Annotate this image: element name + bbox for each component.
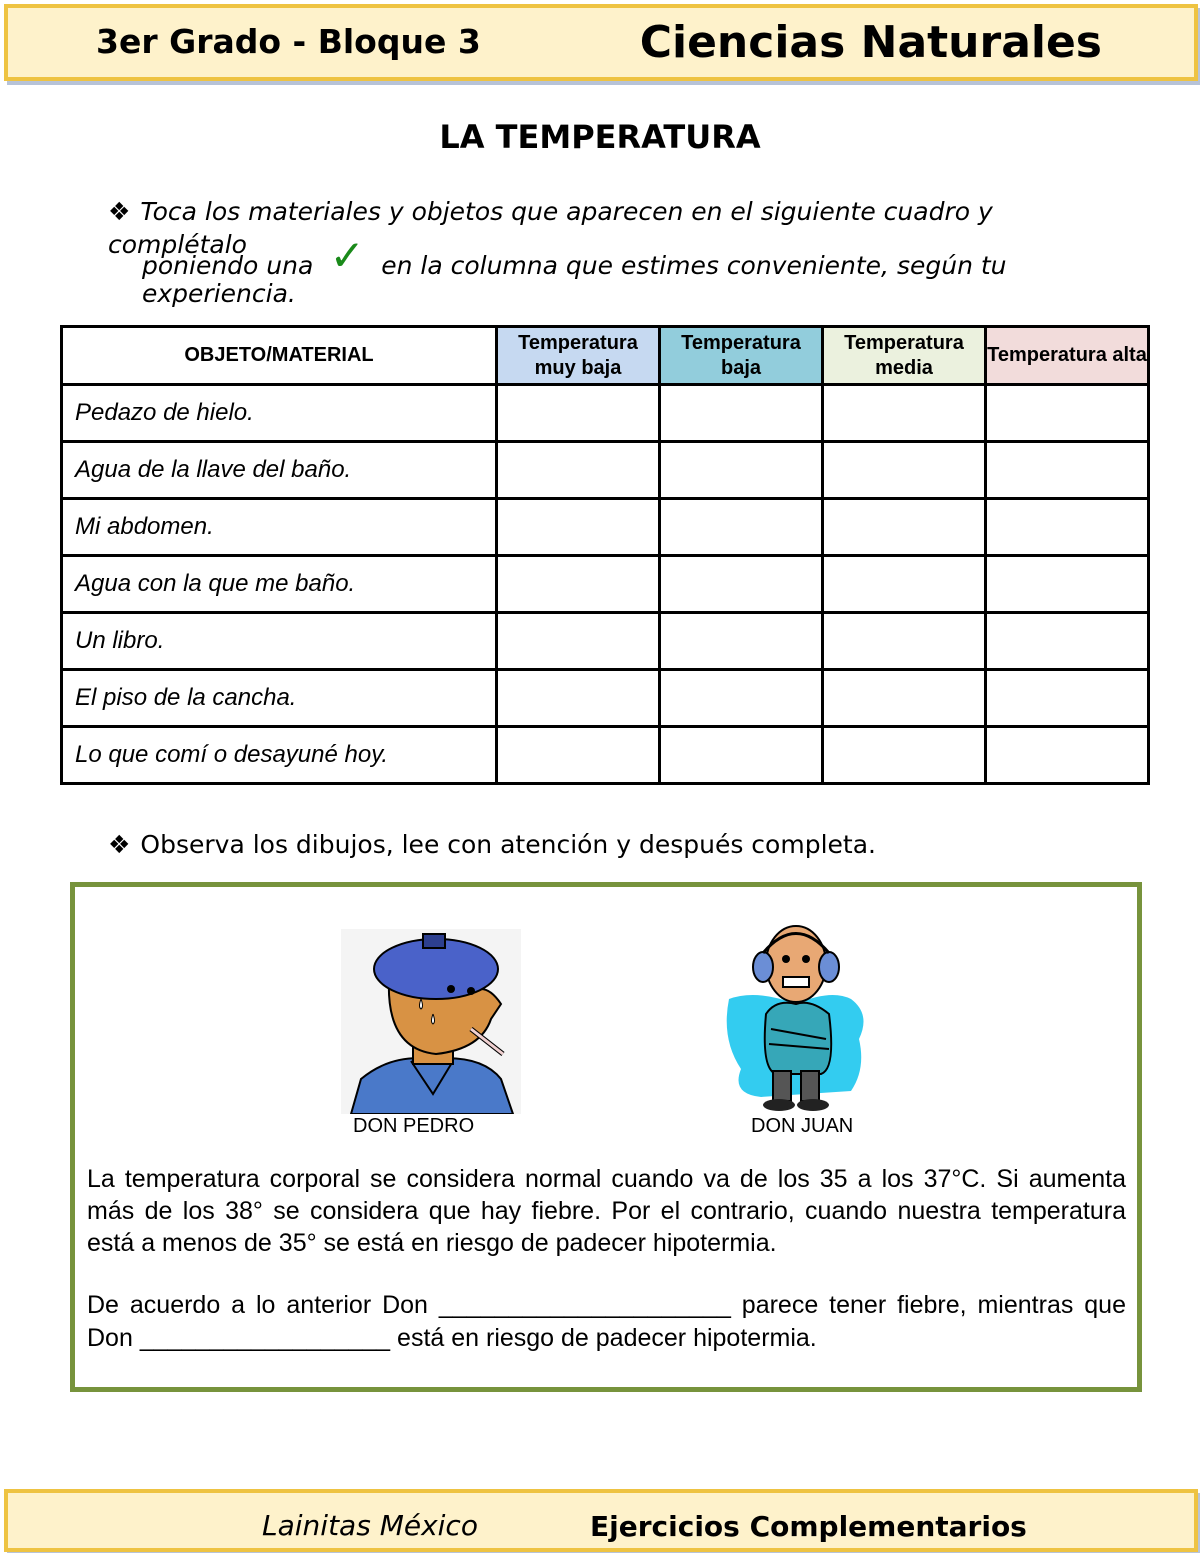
- don-pedro-illustration: [341, 929, 521, 1114]
- object-cell: Agua de la llave del baño.: [62, 442, 497, 499]
- object-cell: Mi abdomen.: [62, 499, 497, 556]
- object-cell: Un libro.: [62, 613, 497, 670]
- footer-brand: Lainitas México: [262, 1509, 478, 1542]
- instruction-1: [108, 195, 1118, 308]
- paragraph-info: La temperatura corporal se considera normal cuando va de los 35 a los 37°C. Si aumenta más de los 38° se considera que hay fiebre. Por el contrario, cuando nuestra temperatura está a menos de 35° se está en riesgo de padecer hipotermia.: [87, 1165, 1126, 1257]
- check-cell[interactable]: [497, 613, 660, 670]
- caption-don-juan: DON JUAN: [751, 1115, 854, 1137]
- header-bar: [4, 4, 1198, 81]
- caption-don-pedro: DON PEDRO: [353, 1115, 475, 1137]
- temperature-table: [60, 325, 1150, 785]
- don-juan-illustration: [721, 919, 871, 1114]
- paragraph-exercise: [87, 1289, 1126, 1355]
- header-object: OBJETO/MATERIAL: [62, 327, 497, 385]
- bullet-icon: ❖: [108, 830, 131, 859]
- check-cell[interactable]: [823, 727, 986, 784]
- check-cell[interactable]: [497, 385, 660, 442]
- check-cell[interactable]: [823, 385, 986, 442]
- check-cell[interactable]: [823, 613, 986, 670]
- check-cell[interactable]: [660, 442, 823, 499]
- check-cell[interactable]: [497, 727, 660, 784]
- check-cell[interactable]: [986, 670, 1149, 727]
- check-cell[interactable]: [986, 556, 1149, 613]
- check-cell[interactable]: [497, 499, 660, 556]
- instruction-2-text: Observa los dibujos, lee con atención y después completa.: [140, 830, 876, 859]
- check-cell[interactable]: [660, 613, 823, 670]
- header-high: Temperatura alta: [986, 327, 1149, 385]
- check-cell[interactable]: [497, 670, 660, 727]
- table-row: [62, 727, 1149, 784]
- page-title: LA TEMPERATURA: [439, 118, 761, 156]
- check-cell[interactable]: [986, 442, 1149, 499]
- table-row: [62, 670, 1149, 727]
- table-row: [62, 499, 1149, 556]
- table-row: [62, 613, 1149, 670]
- check-cell[interactable]: [986, 727, 1149, 784]
- check-cell[interactable]: [497, 556, 660, 613]
- check-cell[interactable]: [497, 442, 660, 499]
- instruction-1-line2b: en la columna que estimes conveniente, según tu: [381, 251, 1007, 280]
- answer-blank-fever[interactable]: _____________________: [438, 1291, 731, 1319]
- para2-part-a: De acuerdo a lo anterior Don: [87, 1291, 439, 1319]
- check-cell[interactable]: [986, 613, 1149, 670]
- reading-box: [70, 882, 1142, 1392]
- table-row: [62, 442, 1149, 499]
- footer-exercises: Ejercicios Complementarios: [590, 1510, 1027, 1543]
- checkmark-icon: ✓: [329, 231, 365, 280]
- bullet-icon: ❖: [108, 197, 131, 226]
- check-cell[interactable]: [823, 556, 986, 613]
- subject-label: Ciencias Naturales: [639, 17, 1102, 68]
- instruction-1-line2a: poniendo una: [142, 251, 314, 280]
- instruction-2: [108, 830, 876, 859]
- check-cell[interactable]: [823, 442, 986, 499]
- answer-blank-hypothermia[interactable]: __________________: [139, 1324, 391, 1352]
- object-cell: Lo que comí o desayuné hoy.: [62, 727, 497, 784]
- object-cell: El piso de la cancha.: [62, 670, 497, 727]
- check-cell[interactable]: [823, 499, 986, 556]
- footer-bar: [4, 1489, 1198, 1552]
- check-cell[interactable]: [986, 499, 1149, 556]
- table-row: [62, 385, 1149, 442]
- para2-part-c: está en riesgo de padecer hipotermia.: [390, 1324, 817, 1352]
- header-medium: Temperatura media: [823, 327, 986, 385]
- check-cell[interactable]: [660, 556, 823, 613]
- check-cell[interactable]: [986, 385, 1149, 442]
- instruction-1-line1: Toca los materiales y objetos que aparecen en el siguiente cuadro y complétalo: [108, 197, 993, 259]
- check-cell[interactable]: [823, 670, 986, 727]
- check-cell[interactable]: [660, 385, 823, 442]
- table-row: [62, 556, 1149, 613]
- header-very-low: Temperatura muy baja: [497, 327, 660, 385]
- check-cell[interactable]: [660, 727, 823, 784]
- object-cell: Pedazo de hielo.: [62, 385, 497, 442]
- check-cell[interactable]: [660, 670, 823, 727]
- para2-part-b: parece tener fiebre, mientras que Don: [87, 1291, 1126, 1352]
- check-cell[interactable]: [660, 499, 823, 556]
- object-cell: Agua con la que me baño.: [62, 556, 497, 613]
- grade-label: 3er Grado - Bloque 3: [96, 22, 481, 61]
- header-low: Temperatura baja: [660, 327, 823, 385]
- instruction-1-line3: experiencia.: [142, 279, 296, 308]
